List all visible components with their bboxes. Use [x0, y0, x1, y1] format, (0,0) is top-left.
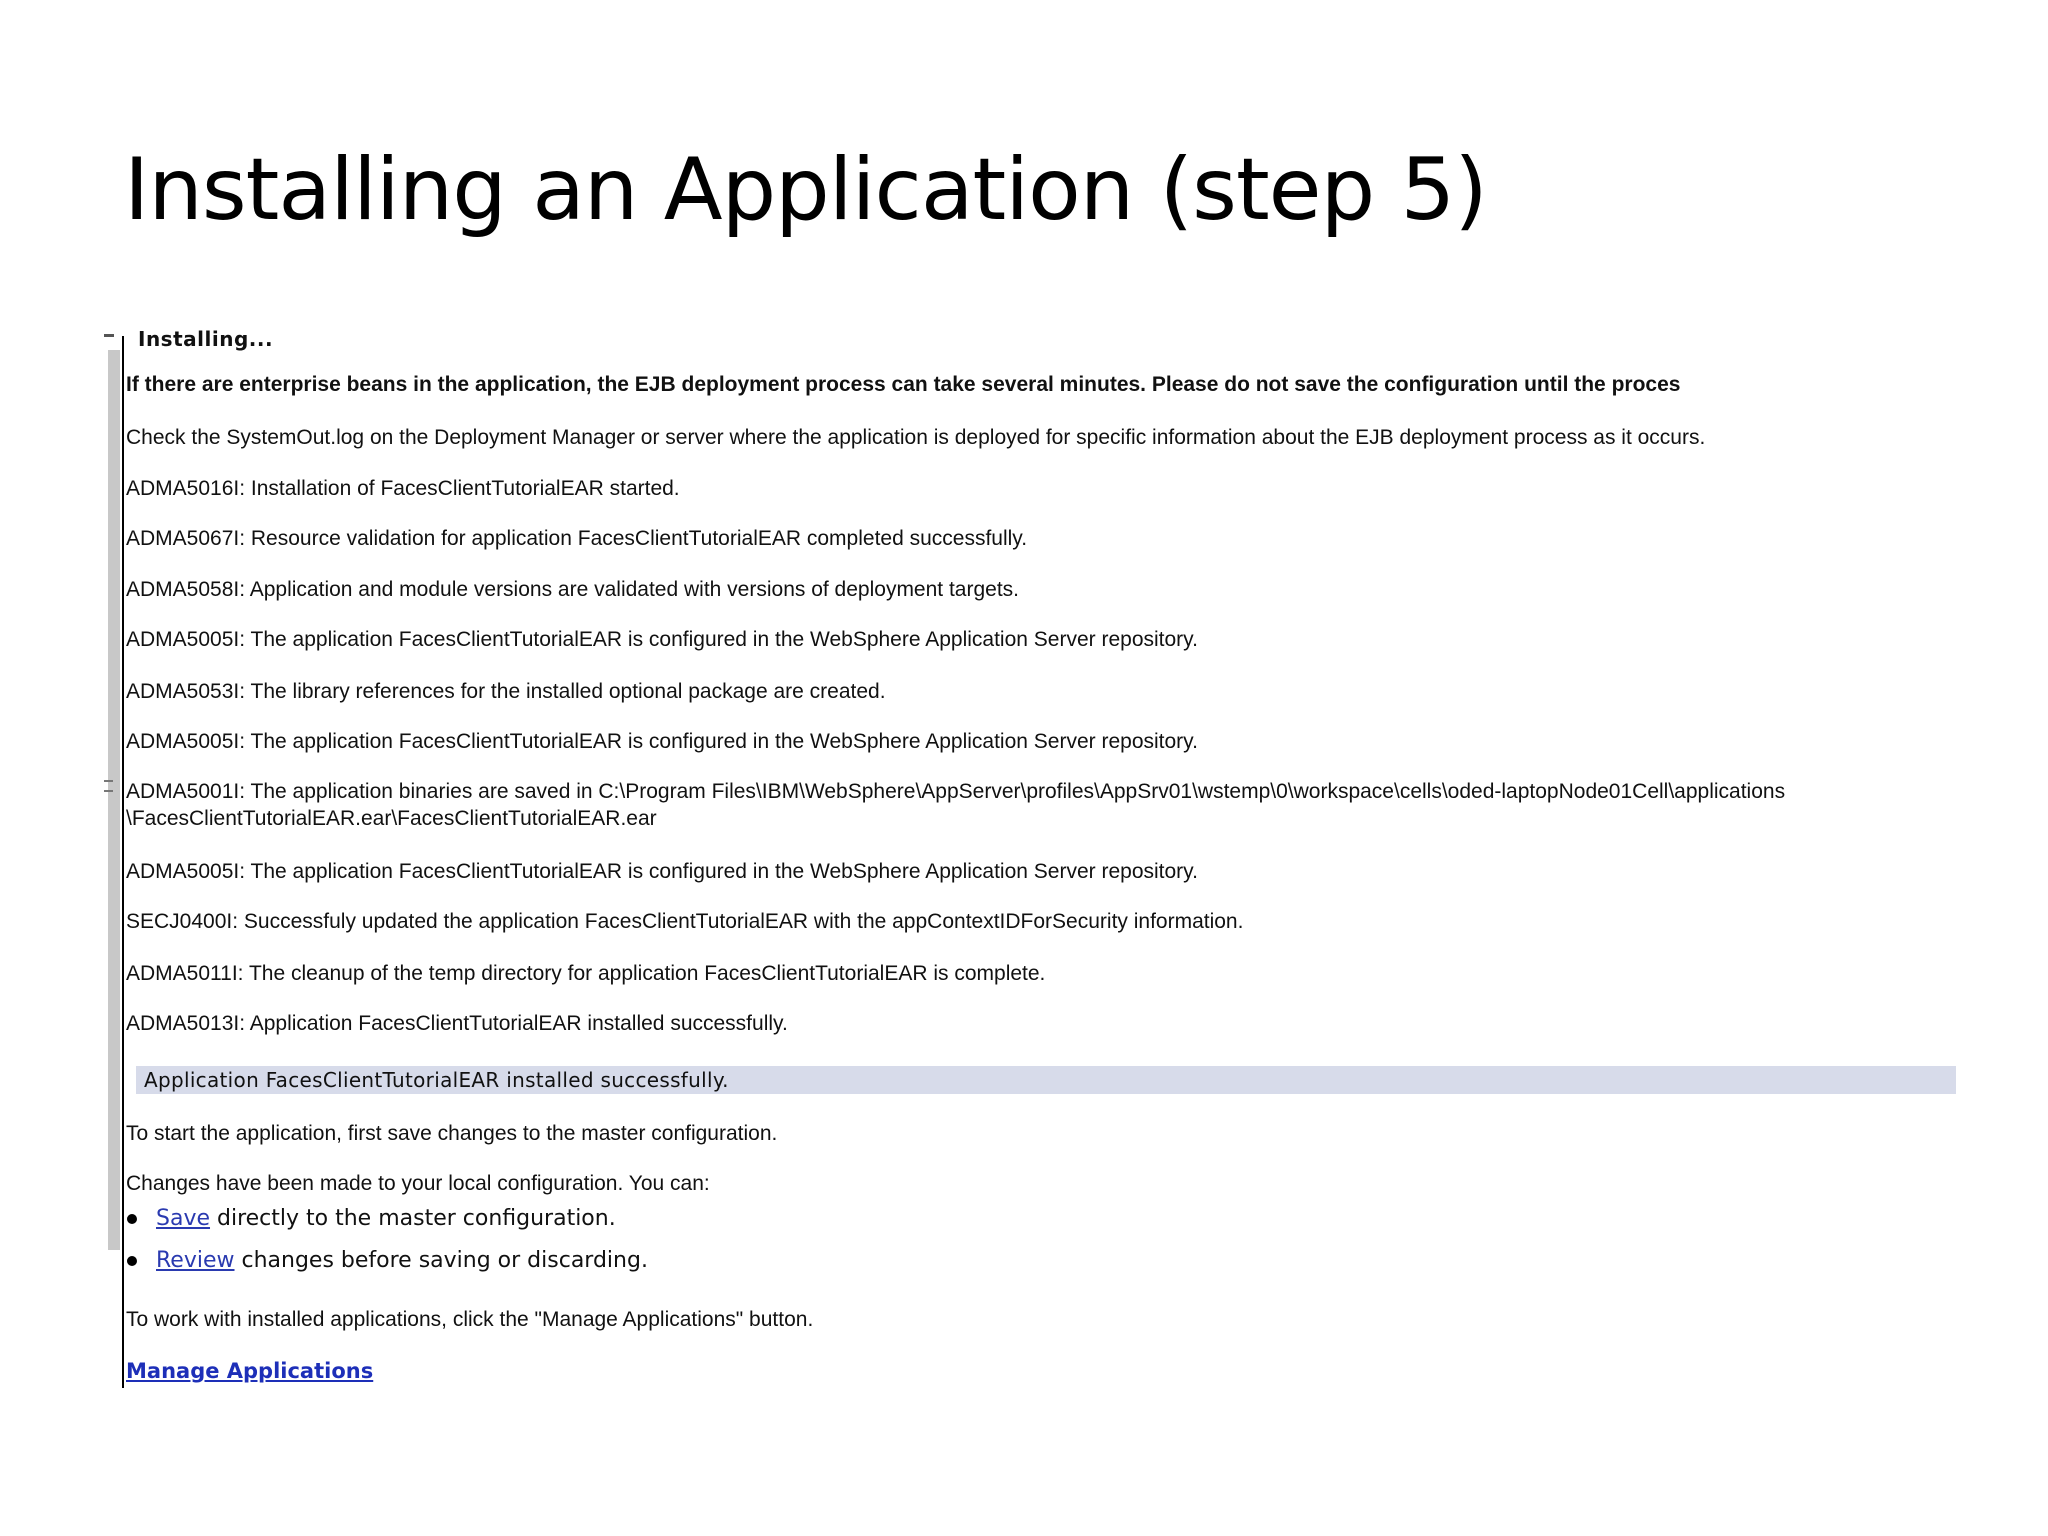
list-item: [126, 1240, 648, 1282]
frame-border: [122, 336, 124, 1388]
log-message: Check the SystemOut.log on the Deployment Manager or server where the application is deployed for specific information about the EJB deployment process as it occurs.: [126, 426, 1706, 449]
scrollbar[interactable]: [108, 350, 120, 1250]
log-message: ADMA5005I: The application FacesClientTutorialEAR is configured in the WebSphere Application Server repository.: [126, 860, 1198, 883]
log-message: ADMA5016I: Installation of FacesClientTutorialEAR started.: [126, 477, 680, 500]
ejb-warning: If there are enterprise beans in the application, the EJB deployment process can take several minutes. Please do not save the configuration until the proces: [126, 373, 1681, 396]
save-option-text: directly to the master configuration.: [210, 1206, 616, 1231]
log-message: ADMA5053I: The library references for the installed optional package are created.: [126, 680, 886, 703]
frame-resize-handle[interactable]: [104, 780, 113, 792]
log-message: ADMA5005I: The application FacesClientTutorialEAR is configured in the WebSphere Application Server repository.: [126, 730, 1198, 753]
slide-title: Installing an Application (step 5): [124, 140, 1487, 240]
manage-applications-link[interactable]: Manage Applications: [126, 1359, 374, 1383]
installing-heading: Installing...: [138, 327, 274, 351]
start-note: To start the application, first save changes to the master configuration.: [126, 1122, 778, 1145]
manage-note: To work with installed applications, click the "Manage Applications" button.: [126, 1308, 814, 1331]
bullet-icon: [127, 1214, 137, 1224]
log-message: ADMA5058I: Application and module versions are validated with versions of deployment targets.: [126, 578, 1019, 601]
save-link[interactable]: Save: [156, 1206, 211, 1231]
log-message: SECJ0400I: Successfuly updated the application FacesClientTutorialEAR with the appContextIDForSecurity information.: [126, 910, 1244, 933]
log-message: ADMA5067I: Resource validation for application FacesClientTutorialEAR completed successfully.: [126, 527, 1028, 550]
bullet-icon: [127, 1256, 137, 1266]
log-message: ADMA5013I: Application FacesClientTutorialEAR installed successfully.: [126, 1012, 788, 1035]
review-link[interactable]: Review: [156, 1248, 235, 1273]
list-item: [126, 1198, 648, 1240]
log-message: ADMA5011I: The cleanup of the temp directory for application FacesClientTutorialEAR is complete.: [126, 962, 1046, 985]
changes-note: Changes have been made to your local configuration. You can:: [126, 1172, 710, 1195]
frame-edge-marker: [104, 334, 114, 337]
save-options-list: [126, 1198, 648, 1282]
log-message: ADMA5001I: The application binaries are saved in C:\Program Files\IBM\WebSphere\AppServer\profiles\AppSrv01\wstemp\0\workspace\cells\oded-laptopNode01Cell\applications \FacesClientTutorialEAR.ear\FacesClientTutorialEAR.ear: [126, 780, 1786, 830]
admin-console-screenshot: [104, 326, 1960, 1388]
review-option-text: changes before saving or discarding.: [234, 1248, 648, 1273]
log-message: ADMA5005I: The application FacesClientTutorialEAR is configured in the WebSphere Application Server repository.: [126, 628, 1198, 651]
success-banner: Application FacesClientTutorialEAR installed successfully.: [136, 1066, 1956, 1094]
